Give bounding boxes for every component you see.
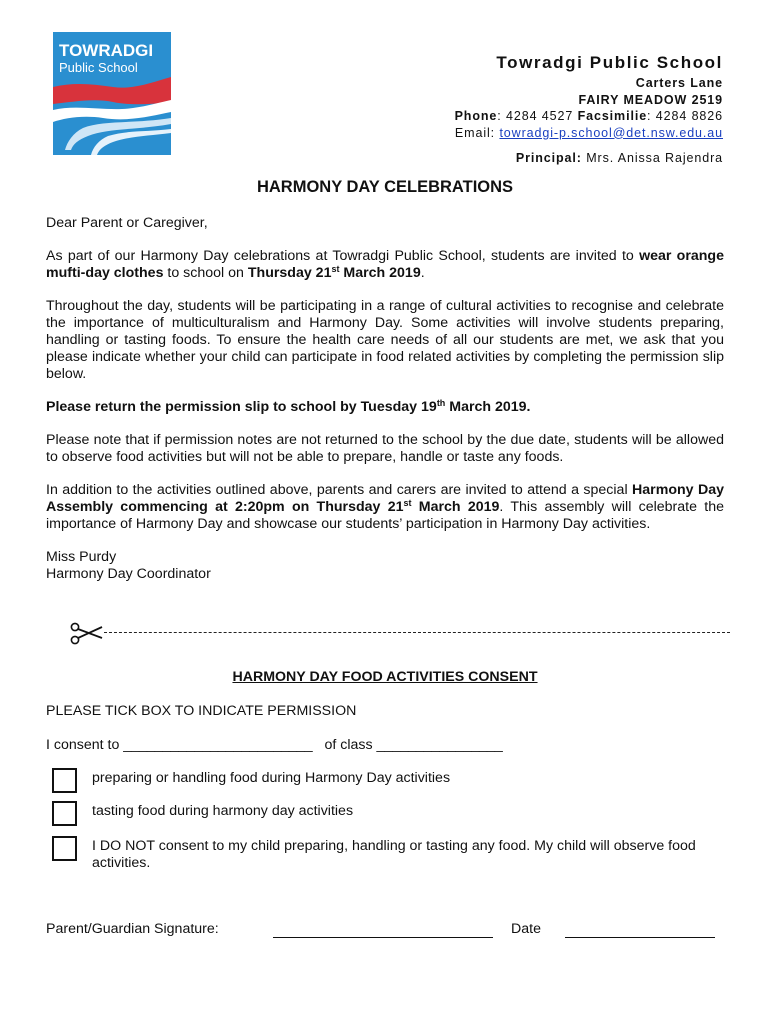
contact-line: Phone: 4284 4527 Facsimilie: 4284 8826 [454,109,723,123]
p1-date-day: Thursday 21 [247,265,332,281]
fax-label: Facsimilie [577,109,648,123]
scissors-icon [70,621,104,647]
school-header [455,52,723,167]
option-label-taste: tasting food during harmony day activities [92,803,354,819]
paragraph-assembly [46,482,724,533]
p5-sup: st [403,498,412,508]
p3-text-a: Please return the permission slip to school by Tuesday 19 [46,399,437,415]
p1-bold-clothes: wear orange mufti-day clothes [46,248,724,281]
option-label-prepare: preparing or handling food during Harmony Day activities [92,770,451,786]
p5-text-a: In addition to the activities outlined above, parents and carers are invited to attend a special [46,482,633,498]
signoff-role: Harmony Day Coordinator [46,566,211,582]
p1-date-month: March 2019 [339,265,421,281]
school-name: Towradgi Public School [496,53,723,72]
p5-text-d: . This assembly will celebrate the importance of Harmony Day and showcase our students’ participation in Harmony Day activities. [46,499,724,532]
p5-assembly-month: March 2019 [411,499,500,515]
paragraph-return [46,399,724,416]
phone-number: 4284 4527 [506,109,574,123]
paragraph-note: Please note that if permission notes are not returned to the school by the due date, students will be allowed to observe food activities but will not be able to prepare, handle or taste any foods. [46,432,724,465]
return-notice [46,399,531,415]
p1-date-sup: st [331,264,340,274]
cut-line-row [70,621,730,647]
p1-text-c: to school on [163,265,248,281]
phone-label: Phone [454,109,498,123]
p1-text-end: . [420,265,425,281]
checkbox-taste[interactable] [52,801,77,826]
principal-name: Mrs. Anissa Rajendra [586,151,723,165]
principal-line [455,150,723,167]
checkbox-prepare[interactable] [52,768,77,793]
email-label: Email: [454,125,496,140]
consent-name-class-line[interactable]: I consent to ________________________ of class ________________ [46,737,503,753]
email-line [455,125,723,142]
p3-text-b: March 2019. [445,399,531,415]
p1-bold-date [248,265,421,281]
p5-assembly-text: Harmony Day Assembly commencing at 2:20pm on Thursday 21 [46,482,725,515]
school-suburb: FAIRY MEADOW 2519 [578,92,723,107]
salutation: Dear Parent or Caregiver, [46,215,208,231]
date-label: Date [511,921,541,937]
paragraph-activities: Throughout the day, students will be participating in a range of cultural activities to recognise and celebrate the importance of multiculturalism and Harmony Day. Some activities will involve students preparing, handling or tasting foods. To ensure the health care needs of all our students are met, we ask that you please indicate whether your child can participate in food related activities by completing the permission slip below. [46,298,724,382]
p1-text-a: As part of our Harmony Day celebrations at Towradgi Public School, students are invited to [46,248,640,264]
fax-number: 4284 8826 [655,109,723,123]
signature-line[interactable] [273,937,493,938]
signoff-name: Miss Purdy [46,549,117,565]
school-street: Carters Lane [635,76,723,90]
checkbox-decline[interactable] [52,836,77,861]
logo-text-2: Public School [59,60,138,75]
dashed-cut-line [104,632,730,633]
logo-text-1: TOWRADGI [59,41,154,60]
signature-label: Parent/Guardian Signature: [46,921,219,937]
school-logo [53,32,171,155]
paragraph-invite [46,248,724,282]
principal-label: Principal: [515,151,582,165]
tick-instruction: PLEASE TICK BOX TO INDICATE PERMISSION [46,703,357,719]
p3-sup: th [436,398,446,408]
date-line[interactable] [565,937,715,938]
letter-title: HARMONY DAY CELEBRATIONS [256,178,514,196]
option-label-decline: I DO NOT consent to my child preparing, handling or tasting any food. My child will observe food activities. [92,838,696,871]
letter-body [46,215,724,583]
consent-title: HARMONY DAY FOOD ACTIVITIES CONSENT [232,669,538,685]
email-link[interactable]: towradgi-p.school@det.nsw.edu.au [499,125,723,140]
